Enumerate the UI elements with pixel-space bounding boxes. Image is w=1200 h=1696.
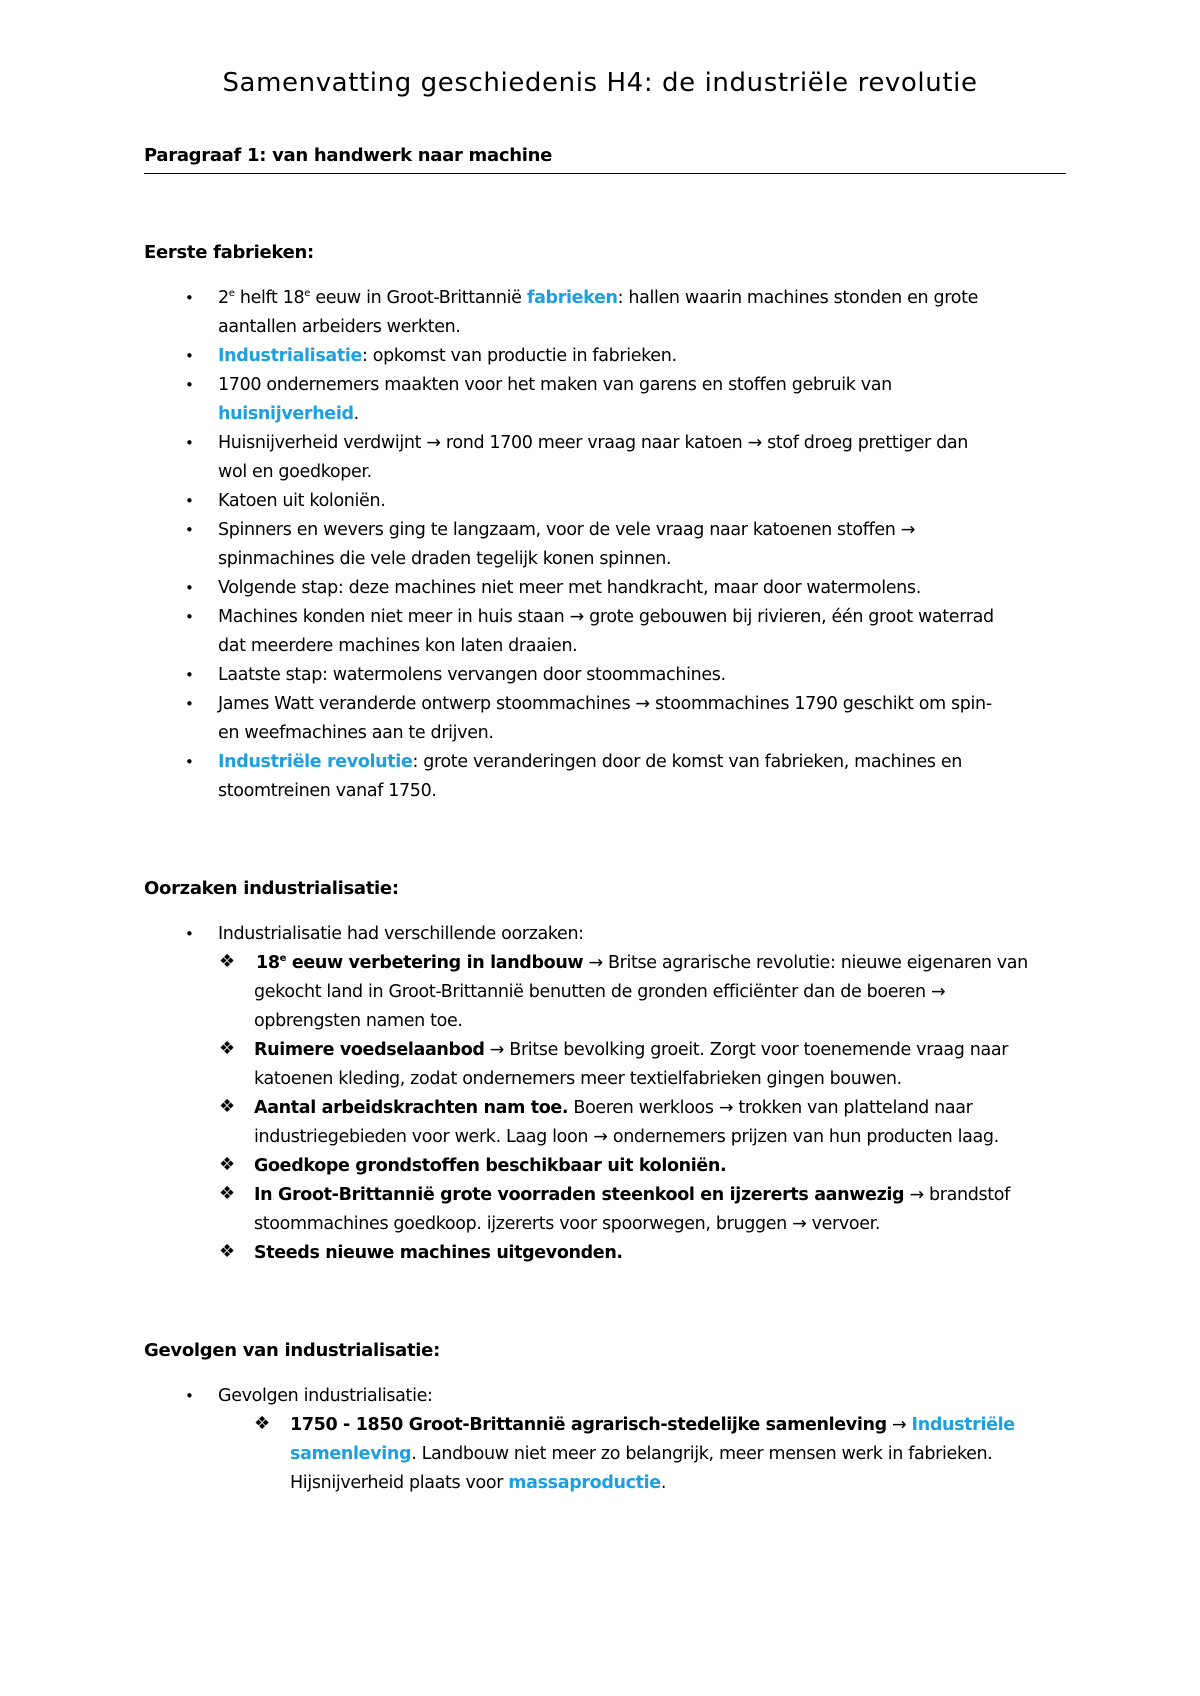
bullet-icon: • <box>185 376 194 394</box>
list-item-continuation: wol en goedkoper. <box>218 462 372 482</box>
bullet-icon: • <box>185 492 194 510</box>
bullet-icon: • <box>185 289 194 307</box>
section-heading-gevolgen: Gevolgen van industrialisatie: <box>144 1340 440 1361</box>
diamond-bullet-icon: ❖ <box>219 1241 236 1262</box>
bullet-icon: • <box>185 434 194 452</box>
list-item-continuation: dat meerdere machines kon laten draaien. <box>218 636 578 656</box>
bullet-icon: • <box>185 695 194 713</box>
bullet-icon: • <box>185 1387 194 1405</box>
section-heading-eerste-fabrieken: Eerste fabrieken: <box>144 242 314 263</box>
paragraph-heading: Paragraaf 1: van handwerk naar machine <box>144 147 1066 174</box>
section-heading-oorzaken: Oorzaken industrialisatie: <box>144 878 399 899</box>
sub-list-item-continuation: samenleving. Landbouw niet meer zo belangrijk, meer mensen werk in fabrieken. <box>290 1444 993 1464</box>
sub-list-item-continuation: opbrengsten namen toe. <box>254 1011 463 1031</box>
list-item: James Watt veranderde ontwerp stoommachines → stoommachines 1790 geschikt om spin- <box>218 694 992 714</box>
bullet-icon: • <box>185 608 194 626</box>
list-item: Katoen uit koloniën. <box>218 491 386 511</box>
term-highlight: fabrieken <box>526 288 618 308</box>
term-highlight: massaproductie <box>508 1473 661 1493</box>
list-item: Industriële revolutie: grote veranderingen door de komst van fabrieken, machines en <box>218 752 963 772</box>
term-highlight: Industriële <box>911 1415 1015 1435</box>
list-item: Industrialisatie had verschillende oorzaken: <box>218 924 584 944</box>
term-highlight: huisnijverheid <box>218 404 354 424</box>
sub-list-item-continuation: katoenen kleding, zodat ondernemers meer textielfabrieken gingen bouwen. <box>254 1069 902 1089</box>
sub-list-item: Aantal arbeidskrachten nam toe. Boeren werkloos → trokken van platteland naar <box>254 1098 973 1118</box>
list-item: Gevolgen industrialisatie: <box>218 1386 433 1406</box>
diamond-bullet-icon: ❖ <box>254 1413 271 1434</box>
bullet-icon: • <box>185 521 194 539</box>
list-item: Volgende stap: deze machines niet meer met handkracht, maar door watermolens. <box>218 578 921 598</box>
sub-list-item: Goedkope grondstoffen beschikbaar uit koloniën. <box>254 1156 727 1176</box>
list-item-continuation: huisnijverheid. <box>218 404 359 424</box>
list-item: 1700 ondernemers maakten voor het maken van garens en stoffen gebruik van <box>218 375 892 395</box>
sub-list-item: Ruimere voedselaanbod → Britse bevolking groeit. Zorgt voor toenemende vraag naar <box>254 1040 1009 1060</box>
bullet-icon: • <box>185 579 194 597</box>
term-highlight: samenleving <box>290 1444 412 1464</box>
bullet-icon: • <box>185 753 194 771</box>
diamond-bullet-icon: ❖ <box>219 1096 236 1117</box>
sub-list-item-continuation: stoommachines goedkoop. ijzererts voor spoorwegen, bruggen → vervoer. <box>254 1214 881 1234</box>
bullet-icon: • <box>185 666 194 684</box>
sub-list-item-continuation: gekocht land in Groot-Brittannië benutten de gronden efficiënter dan de boeren → <box>254 982 946 1002</box>
sub-list-item: Steeds nieuwe machines uitgevonden. <box>254 1243 623 1263</box>
sub-list-item: In Groot-Brittannië grote voorraden steenkool en ijzererts aanwezig → brandstof <box>254 1185 1010 1205</box>
document-title: Samenvatting geschiedenis H4: de industriële revolutie <box>222 68 978 98</box>
diamond-bullet-icon: ❖ <box>219 1038 236 1059</box>
bullet-icon: • <box>185 925 194 943</box>
list-item: Industrialisatie: opkomst van productie in fabrieken. <box>218 346 677 366</box>
list-item-continuation: en weefmachines aan te drijven. <box>218 723 494 743</box>
bullet-icon: • <box>185 347 194 365</box>
list-item: Huisnijverheid verdwijnt → rond 1700 meer vraag naar katoen → stof droeg prettiger dan <box>218 433 968 453</box>
list-item: 2e helft 18e eeuw in Groot-Brittannië fabrieken: hallen waarin machines stonden en grote <box>218 288 979 308</box>
sub-list-item-continuation: Hijsnijverheid plaats voor massaproductie. <box>290 1473 667 1493</box>
list-item: Laatste stap: watermolens vervangen door stoommachines. <box>218 665 726 685</box>
diamond-bullet-icon: ❖ <box>219 951 236 972</box>
sub-list-item: 1750 - 1850 Groot-Brittannië agrarisch-stedelijke samenleving → Industriële <box>290 1415 1015 1435</box>
diamond-bullet-icon: ❖ <box>219 1154 236 1175</box>
term-highlight: Industrialisatie <box>218 346 363 366</box>
list-item-continuation: spinmachines die vele draden tegelijk konen spinnen. <box>218 549 672 569</box>
list-item: Spinners en wevers ging te langzaam, voor de vele vraag naar katoenen stoffen → <box>218 520 916 540</box>
sub-list-item-continuation: industriegebieden voor werk. Laag loon → ondernemers prijzen van hun producten laag. <box>254 1127 999 1147</box>
sub-list-item: 18e eeuw verbetering in landbouw → Britse agrarische revolutie: nieuwe eigenaren van <box>256 953 1028 973</box>
list-item-continuation: aantallen arbeiders werkten. <box>218 317 461 337</box>
list-item: Machines konden niet meer in huis staan → grote gebouwen bij rivieren, één groot waterrad <box>218 607 994 627</box>
list-item-continuation: stoomtreinen vanaf 1750. <box>218 781 437 801</box>
diamond-bullet-icon: ❖ <box>219 1183 236 1204</box>
term-highlight: Industriële revolutie <box>218 752 413 772</box>
